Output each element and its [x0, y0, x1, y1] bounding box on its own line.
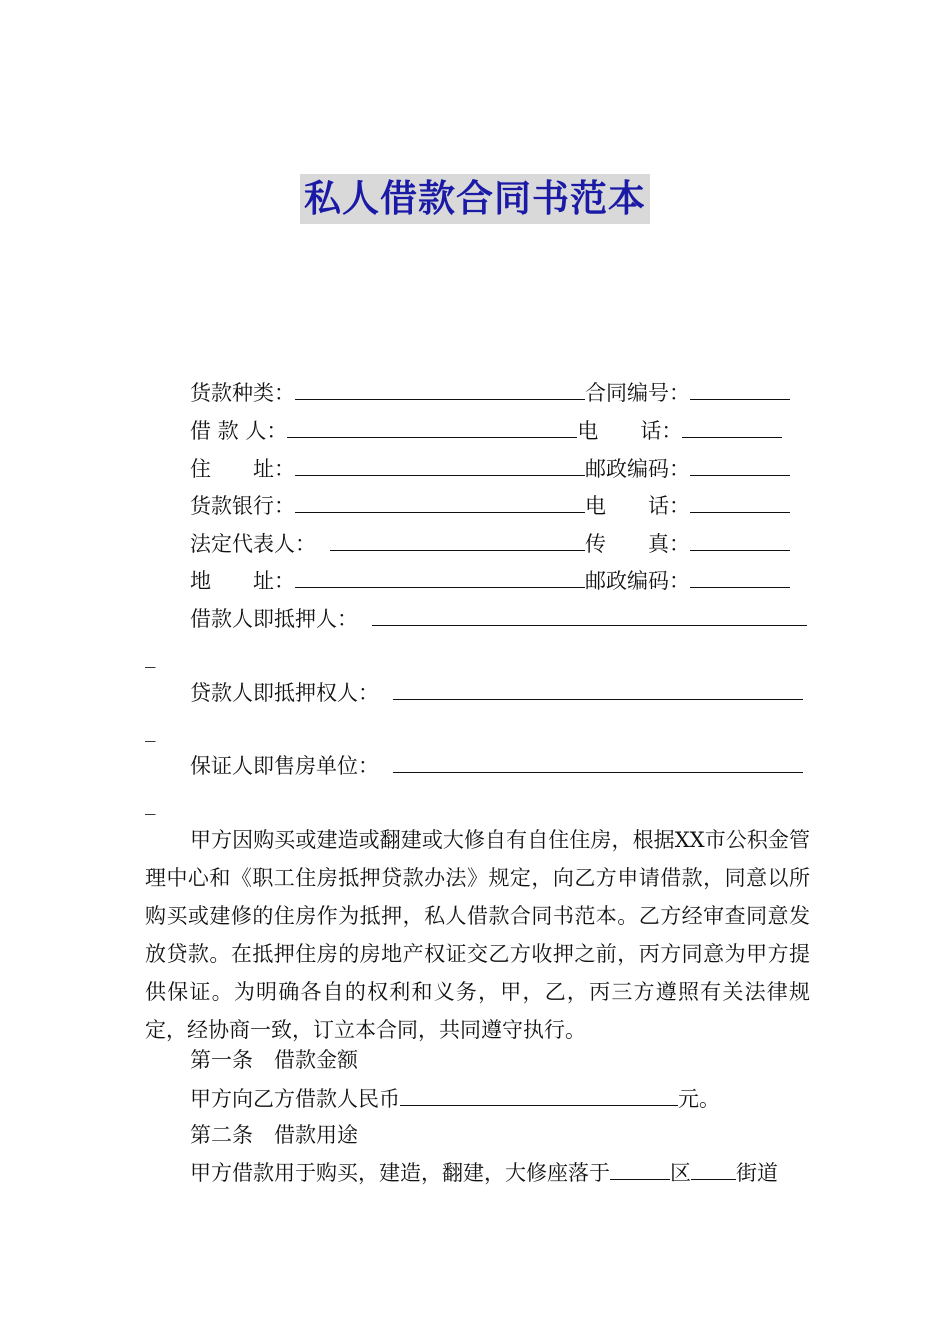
article-text: 街道: [736, 1161, 778, 1185]
preamble-paragraph: 甲方因购买或建造或翻建或大修自有自住住房，根据XX市公积金管理中心和《职工住房抵押贷款办法》规定，向乙方申请借款，同意以所购买或建修的住房作为抵押，私人借款合同书范本。乙方经审查同意发放贷款。在抵押住房的房地产权证交乙方收押之前，丙方同意为甲方提供保证。为明确各自的权利和义务，甲，乙，丙三方遵照有关法律规定，经协商一致，订立本合同，共同遵守执行。: [145, 828, 810, 1042]
article-text: 甲方借款用于购买，建造，翻建，大修座落于: [190, 1161, 610, 1185]
blank-line: [287, 415, 577, 438]
blank-line: [295, 377, 585, 400]
party-label: 贷款人即抵押权人：: [190, 681, 379, 705]
party-guarantor: [190, 750, 803, 781]
field-label: 电 话：: [585, 494, 690, 518]
blank-line: [690, 377, 790, 400]
field-label: 传 真：: [585, 532, 690, 556]
title-container: [0, 174, 950, 224]
party-label: 借款人即抵押人：: [190, 607, 358, 631]
field-label: 电 话：: [577, 419, 683, 443]
party-tail: _: [145, 644, 156, 668]
field-label: 货款银行：: [190, 494, 295, 518]
article-text: 元。: [678, 1087, 720, 1111]
blank-line: [372, 603, 807, 626]
field-label: 邮政编码：: [585, 569, 690, 593]
blank-line: [330, 528, 585, 551]
party-mortgagee: [190, 677, 803, 708]
blank-line: [393, 750, 803, 773]
blank-line: [295, 490, 585, 513]
field-label: 住 址：: [190, 457, 295, 481]
field-label: 借 款 人：: [190, 419, 288, 443]
field-row-address: [190, 453, 790, 484]
article-text: 甲方向乙方借款人民币: [190, 1087, 400, 1111]
field-label: 合同编号：: [585, 381, 690, 405]
blank-line: [690, 490, 790, 513]
field-row-bank: [190, 490, 790, 521]
article-2-heading: 第二条 借款用途: [190, 1123, 358, 1147]
article-2-text: [190, 1157, 778, 1188]
blank-line: [295, 565, 585, 588]
document-title: 私人借款合同书范本: [300, 174, 650, 224]
blank-line: [690, 528, 790, 551]
field-row-loan-type: [190, 377, 790, 408]
field-row-bank-address: [190, 565, 790, 596]
article-1-text: [190, 1083, 720, 1114]
field-row-borrower: [190, 415, 782, 446]
party-label: 保证人即售房单位：: [190, 754, 379, 778]
blank-line: [295, 453, 585, 476]
field-row-representative: [190, 528, 790, 559]
blank-line: [400, 1083, 678, 1106]
blank-line: [691, 1157, 736, 1180]
field-label: 地 址：: [190, 569, 295, 593]
party-tail: _: [145, 791, 156, 815]
blank-line: [690, 453, 790, 476]
blank-line: [610, 1157, 670, 1180]
article-1-heading: 第一条 借款金额: [190, 1048, 358, 1072]
article-text: 区: [670, 1161, 691, 1185]
field-label: 法定代表人：: [190, 532, 316, 556]
field-label: 邮政编码：: [585, 457, 690, 481]
blank-line: [690, 565, 790, 588]
field-label: 货款种类：: [190, 381, 295, 405]
party-tail: _: [145, 718, 156, 742]
blank-line: [393, 677, 803, 700]
party-mortgagor: [190, 603, 807, 634]
blank-line: [682, 415, 782, 438]
